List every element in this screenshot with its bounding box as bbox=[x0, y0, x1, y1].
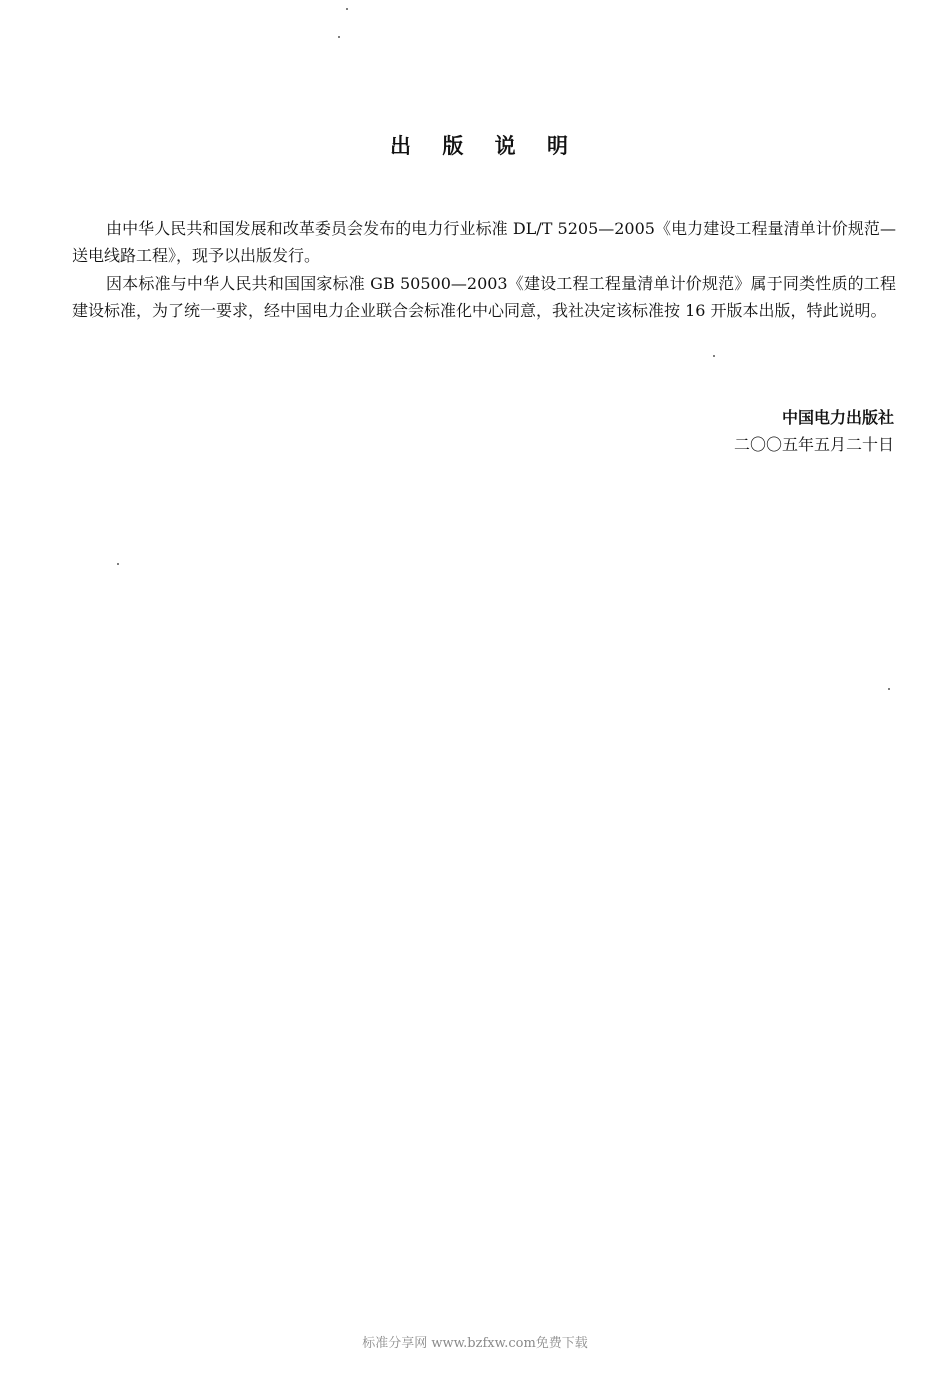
page-title: 出 版 说 明 bbox=[390, 134, 580, 158]
publication-date: 二〇〇五年五月二十日 bbox=[733, 435, 894, 454]
paragraph-2: 因本标准与中华人民共和国国家标准 GB 50500—2003《建设工程工程量清单计价规范》属于同类性质的工程建设标准，为了统一要求，经中国电力企业联合会标准化中心同意，我社决定该标准按 16 开版本出版，特此说明。 bbox=[72, 274, 896, 320]
scan-speck bbox=[117, 563, 119, 565]
scan-speck bbox=[888, 688, 890, 690]
paragraph-1: 由中华人民共和国发展和改革委员会发布的电力行业标准 DL/T 5205—2005《电力建设工程量清单计价规范—送电线路工程》，现予以出版发行。 bbox=[72, 219, 896, 265]
footer-watermark: 标准分享网 www.bzfxw.com免费下载 bbox=[362, 1336, 588, 1351]
scan-speck bbox=[338, 36, 340, 38]
publisher-name: 中国电力出版社 bbox=[781, 408, 894, 427]
scan-speck bbox=[346, 8, 348, 10]
scan-speck bbox=[713, 355, 715, 357]
signature-block bbox=[734, 404, 894, 458]
body-text bbox=[72, 215, 896, 325]
